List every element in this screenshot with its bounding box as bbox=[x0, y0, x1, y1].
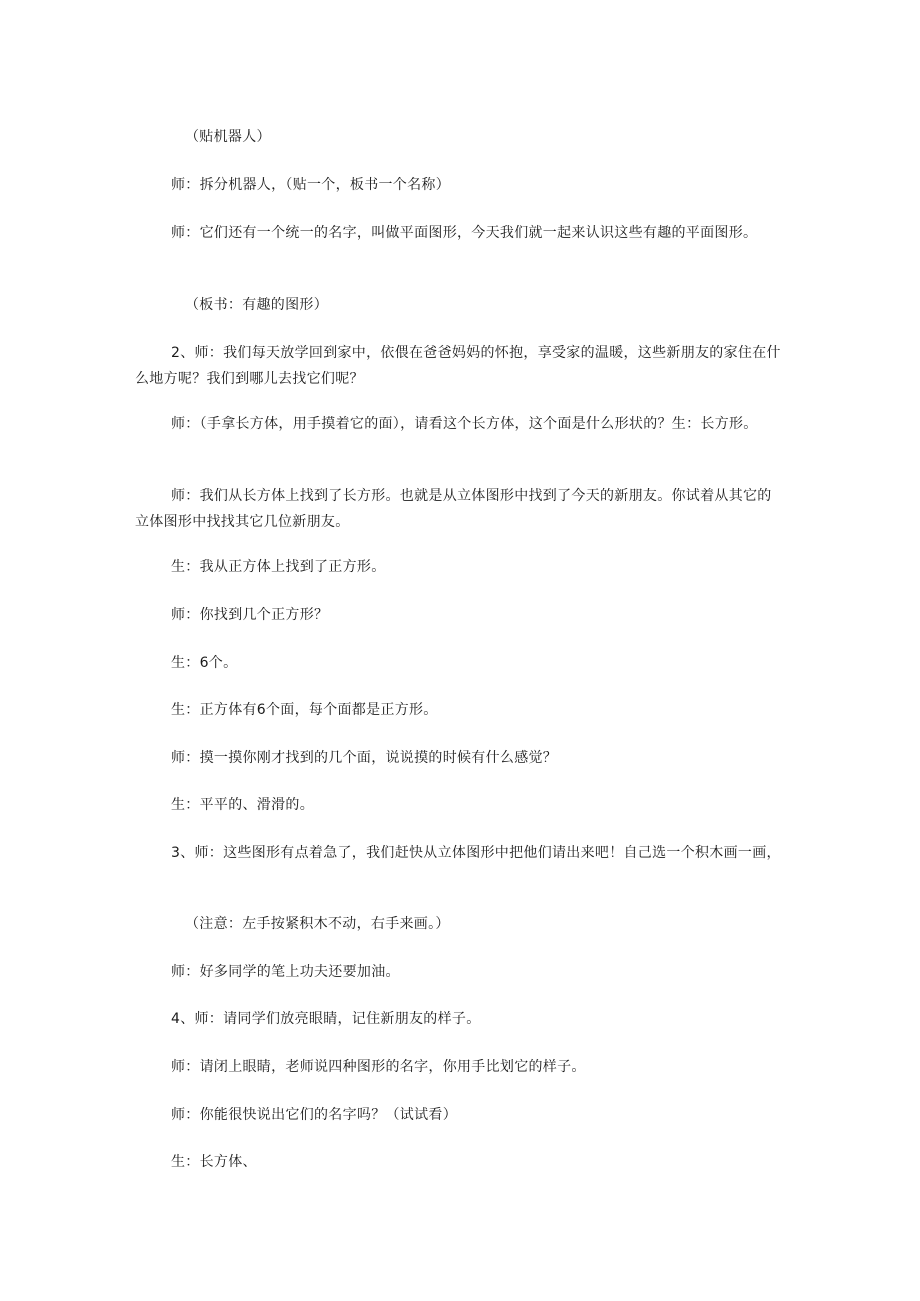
paragraph: 师：请闭上眼睛，老师说四种图形的名字，你用手比划它的样子。 bbox=[171, 1059, 586, 1075]
paragraph: 师：你找到几个正方形？ bbox=[171, 607, 329, 623]
paragraph: 师：我们从长方体上找到了长方形。也就是从立体图形中找到了今天的新朋友。你试着从其它的立体图形中找找其它几位新朋友。 bbox=[135, 488, 772, 530]
paragraph: （贴机器人） bbox=[185, 129, 271, 145]
paragraph: 生：正方体有6个面，每个面都是正方形。 bbox=[171, 702, 438, 718]
paragraph: 师：你能很快说出它们的名字吗？（试试看） bbox=[171, 1107, 457, 1123]
paragraph: 2、师：我们每天放学回到家中，依偎在爸爸妈妈的怀抱，享受家的温暖，这些新朋友的家住在什么地方呢？我们到哪儿去找它们呢？ bbox=[135, 345, 781, 387]
paragraph: 师：好多同学的笔上功夫还要加油。 bbox=[171, 964, 400, 980]
paragraph: 师：拆分机器人，（贴一个，板书一个名称） bbox=[171, 177, 450, 193]
paragraph: 3、师：这些图形有点着急了，我们赶快从立体图形中把他们请出来吧！自己选一个积木画一画， bbox=[171, 845, 781, 861]
paragraph: 生：长方体、 bbox=[171, 1154, 257, 1170]
paragraph: 生：我从正方体上找到了正方形。 bbox=[171, 559, 386, 575]
paragraph: 生：6个。 bbox=[171, 655, 238, 671]
paragraph: （板书：有趣的图形） bbox=[185, 297, 328, 313]
paragraph: 师：摸一摸你刚才找到的几个面，说说摸的时候有什么感觉？ bbox=[171, 750, 558, 766]
paragraph: 4、师：请同学们放亮眼睛，记住新朋友的样子。 bbox=[171, 1011, 481, 1027]
paragraph: 师：它们还有一个统一的名字，叫做平面图形，今天我们就一起来认识这些有趣的平面图形。 bbox=[171, 225, 758, 241]
paragraph: （注意：左手按紧积木不动，右手来画。） bbox=[185, 916, 450, 932]
paragraph: 师：（手拿长方体，用手摸着它的面），请看这个长方体，这个面是什么形状的？生：长方形。 bbox=[171, 416, 758, 432]
paragraph: 生：平平的、滑滑的。 bbox=[171, 797, 314, 813]
